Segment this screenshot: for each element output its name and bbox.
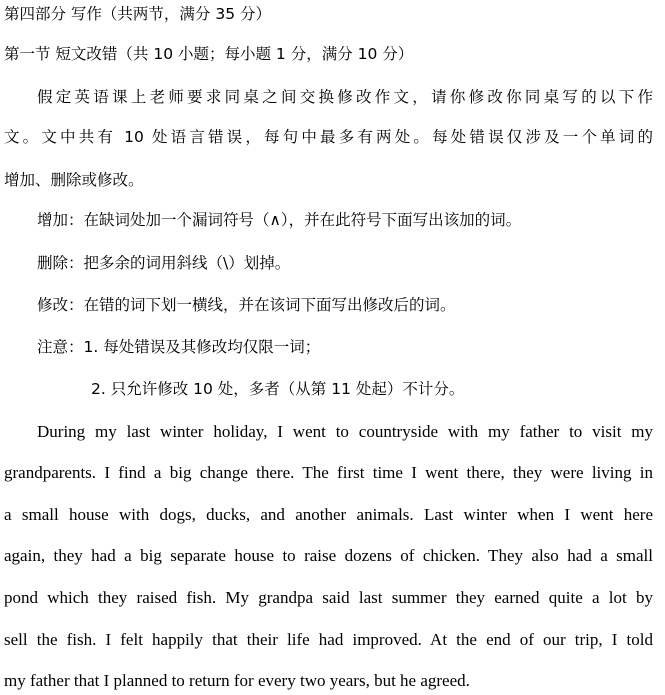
section-title: 第四部分 写作（共两节，满分 35 分） [4, 5, 272, 23]
instruction-delete: 删除：把多余的词用斜线（\）划掉。 [37, 254, 291, 272]
instruction-line-2: 文。文中共有 10 处语言错误，每句中最多有两处。每处错误仅涉及一个单词的 [4, 128, 653, 146]
passage-line-1: During my last winter holiday, I went to countryside with my father to visit my [37, 422, 653, 441]
passage-line-5: pond which they raised fish. My grandpa said last summer they earned quite a lot by [4, 588, 653, 607]
instruction-add: 增加：在缺词处加一个漏词符号（∧），并在此符号下面写出该加的词。 [37, 211, 522, 229]
instruction-line-3: 增加、删除或修改。 [4, 171, 144, 189]
instruction-modify: 修改：在错的词下划一横线，并在该词下面写出修改后的词。 [37, 296, 456, 314]
passage-line-2: grandparents. I find a big change there. The first time I went there, they were living in [4, 463, 653, 482]
passage-line-6: sell the fish. I felt happily that their life had improved. At the end of our trip, I told [4, 630, 653, 649]
passage-line-7: my father that I planned to return for every two years, but he agreed. [4, 671, 470, 690]
passage-line-4: again, they had a big separate house to raise dozens of chicken. They also had a small [4, 546, 653, 565]
instruction-line-1: 假定英语课上老师要求同桌之间交换修改作文，请你修改你同桌写的以下作 [37, 88, 653, 106]
passage-line-3: a small house with dogs, ducks, and another animals. Last winter when I went here [4, 505, 653, 524]
instruction-note-2: 2. 只允许修改 10 处，多者（从第 11 处起）不计分。 [91, 380, 465, 398]
instruction-note-1: 注意：1. 每处错误及其修改均仅限一词； [37, 338, 321, 356]
section-subtitle: 第一节 短文改错（共 10 小题；每小题 1 分，满分 10 分） [4, 45, 414, 63]
